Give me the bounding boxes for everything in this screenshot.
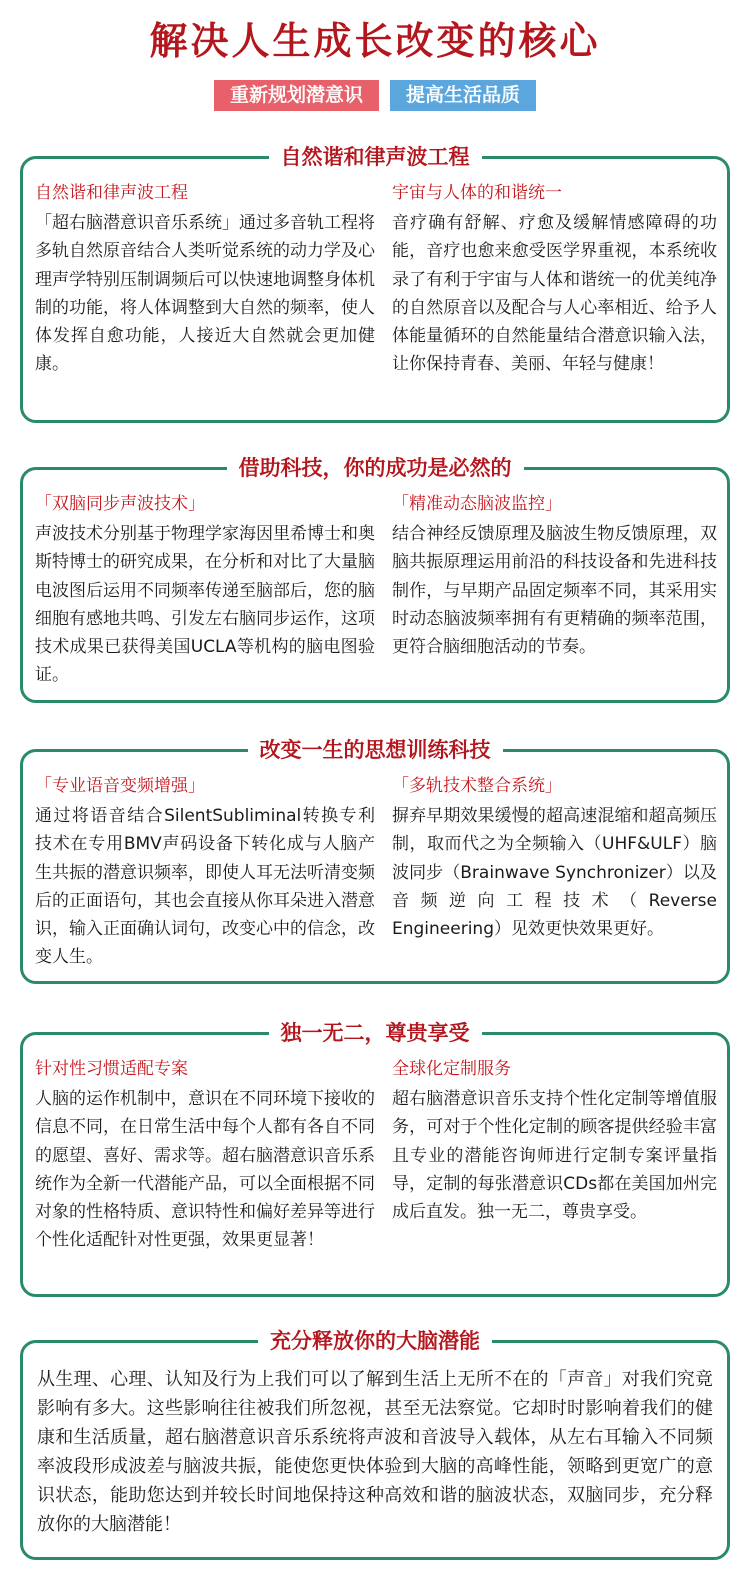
column-heading: 「专业语音变频增强」	[35, 776, 205, 796]
column-text: 摒弃早期效果缓慢的超高速混缩和超高频压制，取而代之为全频输入（UHF&ULF）脑波同步（Brainwave Synchronizer）以及音频逆向工程技术（Reverse Engineering）见效更快效果更好。	[392, 806, 717, 940]
section-title-text: 充分释放你的大脑潜能	[258, 1327, 492, 1355]
section-brain-potential	[20, 1329, 730, 1560]
section-right-column	[392, 772, 717, 972]
column-heading: 全球化定制服务	[392, 1059, 511, 1079]
column-text: 结合神经反馈原理及脑波生物反馈原理，双脑共振原理运用前沿的科技设备和先进科技制作，与早期产品固定频率不同，其采用实时动态脑波频率拥有有更精确的频率范围，更符合脑细胞活动的节奏。	[392, 524, 717, 658]
column-text: 通过将语音结合SilentSubliminal转换专利技术在专用BMV声码设备下转化成与人脑产生共振的潜意识频率，即使人耳无法听清变频后的正面语句，其也会直接从你耳朵进入潜意识，输入正面确认词句，改变心中的信念，改变人生。	[35, 806, 375, 968]
section-title-text: 独一无二，尊贵享受	[269, 1019, 482, 1047]
section-title-text: 自然谐和律声波工程	[269, 143, 482, 171]
section-title	[23, 736, 727, 764]
column-heading: 「双脑同步声波技术」	[35, 494, 205, 514]
column-heading: 「多轨技术整合系统」	[392, 776, 562, 796]
section-title-text: 借助科技，你的成功是必然的	[227, 454, 524, 482]
section-title	[23, 1327, 727, 1355]
tag-row	[0, 80, 750, 111]
column-text: 音疗确有舒解、疗愈及缓解情感障碍的功能，音疗也愈来愈受医学界重视，本系统收录了有利于宇宙与人体和谐统一的优美纯净的自然原音以及配合与人心率相近、给予人体能量循环的自然能量结合潜意识输入法，让你保持青春、美丽、年轻与健康！	[392, 213, 717, 375]
section-natural-harmony	[20, 145, 730, 423]
tag-improve-life-quality: 提高生活品质	[390, 80, 536, 111]
tag-reprogram-subconscious: 重新规划潜意识	[214, 80, 379, 111]
section-right-column	[392, 1055, 717, 1255]
column-heading: 宇宙与人体的和谐统一	[392, 183, 562, 203]
column-text: 「超右脑潜意识音乐系统」通过多音轨工程将多轨自然原音结合人类听觉系统的动力学及心理声学特别压制调频后可以快速地调整身体机制的功能，将人体调整到大自然的频率，使人体发挥自愈功能，人接近大自然就会更加健康。	[35, 213, 375, 375]
section-title	[23, 454, 727, 482]
section-title	[23, 1019, 727, 1047]
section-right-column	[392, 179, 717, 379]
section-left-column	[35, 1055, 375, 1255]
section-left-column	[35, 490, 375, 690]
column-heading: 针对性习惯适配专案	[35, 1059, 188, 1079]
column-text: 超右脑潜意识音乐支持个性化定制等增值服务，可对于个性化定制的顾客提供经验丰富且专业的潜能咨询师进行定制专案评量指导，定制的每张潜意识CDs都在美国加州完成后直发。独一无二，尊贵享受。	[392, 1089, 717, 1223]
section-unique-premium	[20, 1021, 730, 1297]
column-text: 声波技术分别基于物理学家海因里希博士和奥斯特博士的研究成果，在分析和对比了大量脑电波图后运用不同频率传递至脑部后，您的脑细胞有感地共鸣、引发左右脑同步运作，这项技术成果已获得美国UCLA等机构的脑电图验证。	[35, 524, 375, 686]
page-title: 解决人生成长改变的核心	[149, 19, 601, 63]
section-title	[23, 143, 727, 171]
column-heading: 自然谐和律声波工程	[35, 183, 188, 203]
section-right-column	[392, 490, 717, 690]
section-title-text: 改变一生的思想训练科技	[248, 736, 503, 764]
section-body-text: 从生理、心理、认知及行为上我们可以了解到生活上无所不在的「声音」对我们究竟影响有多大。这些影响往往被我们所忽视，甚至无法察觉。它却时时影响着我们的健康和生活质量，超右脑潜意识音乐系统将声波和音波导入载体，从左右耳输入不同频率波段形成波差与脑波共振，能使您更快体验到大脑的高峰性能，领略到更宽广的意识状态，能助您达到并较长时间地保持这种高效和谐的脑波状态，双脑同步，充分释放你的大脑潜能！	[37, 1369, 713, 1535]
section-left-column	[35, 179, 375, 379]
section-left-column	[35, 772, 375, 972]
section-tech-success	[20, 456, 730, 703]
column-heading: 「精准动态脑波监控」	[392, 494, 562, 514]
column-text: 人脑的运作机制中，意识在不同环境下接收的信息不同，在日常生活中每个人都有各自不同的愿望、喜好、需求等。超右脑潜意识音乐系统作为全新一代潜能产品，可以全面根据不同对象的性格特质、意识特性和偏好差异等进行个性化适配针对性更强，效果更显著！	[35, 1089, 375, 1251]
section-thought-training	[20, 738, 730, 984]
